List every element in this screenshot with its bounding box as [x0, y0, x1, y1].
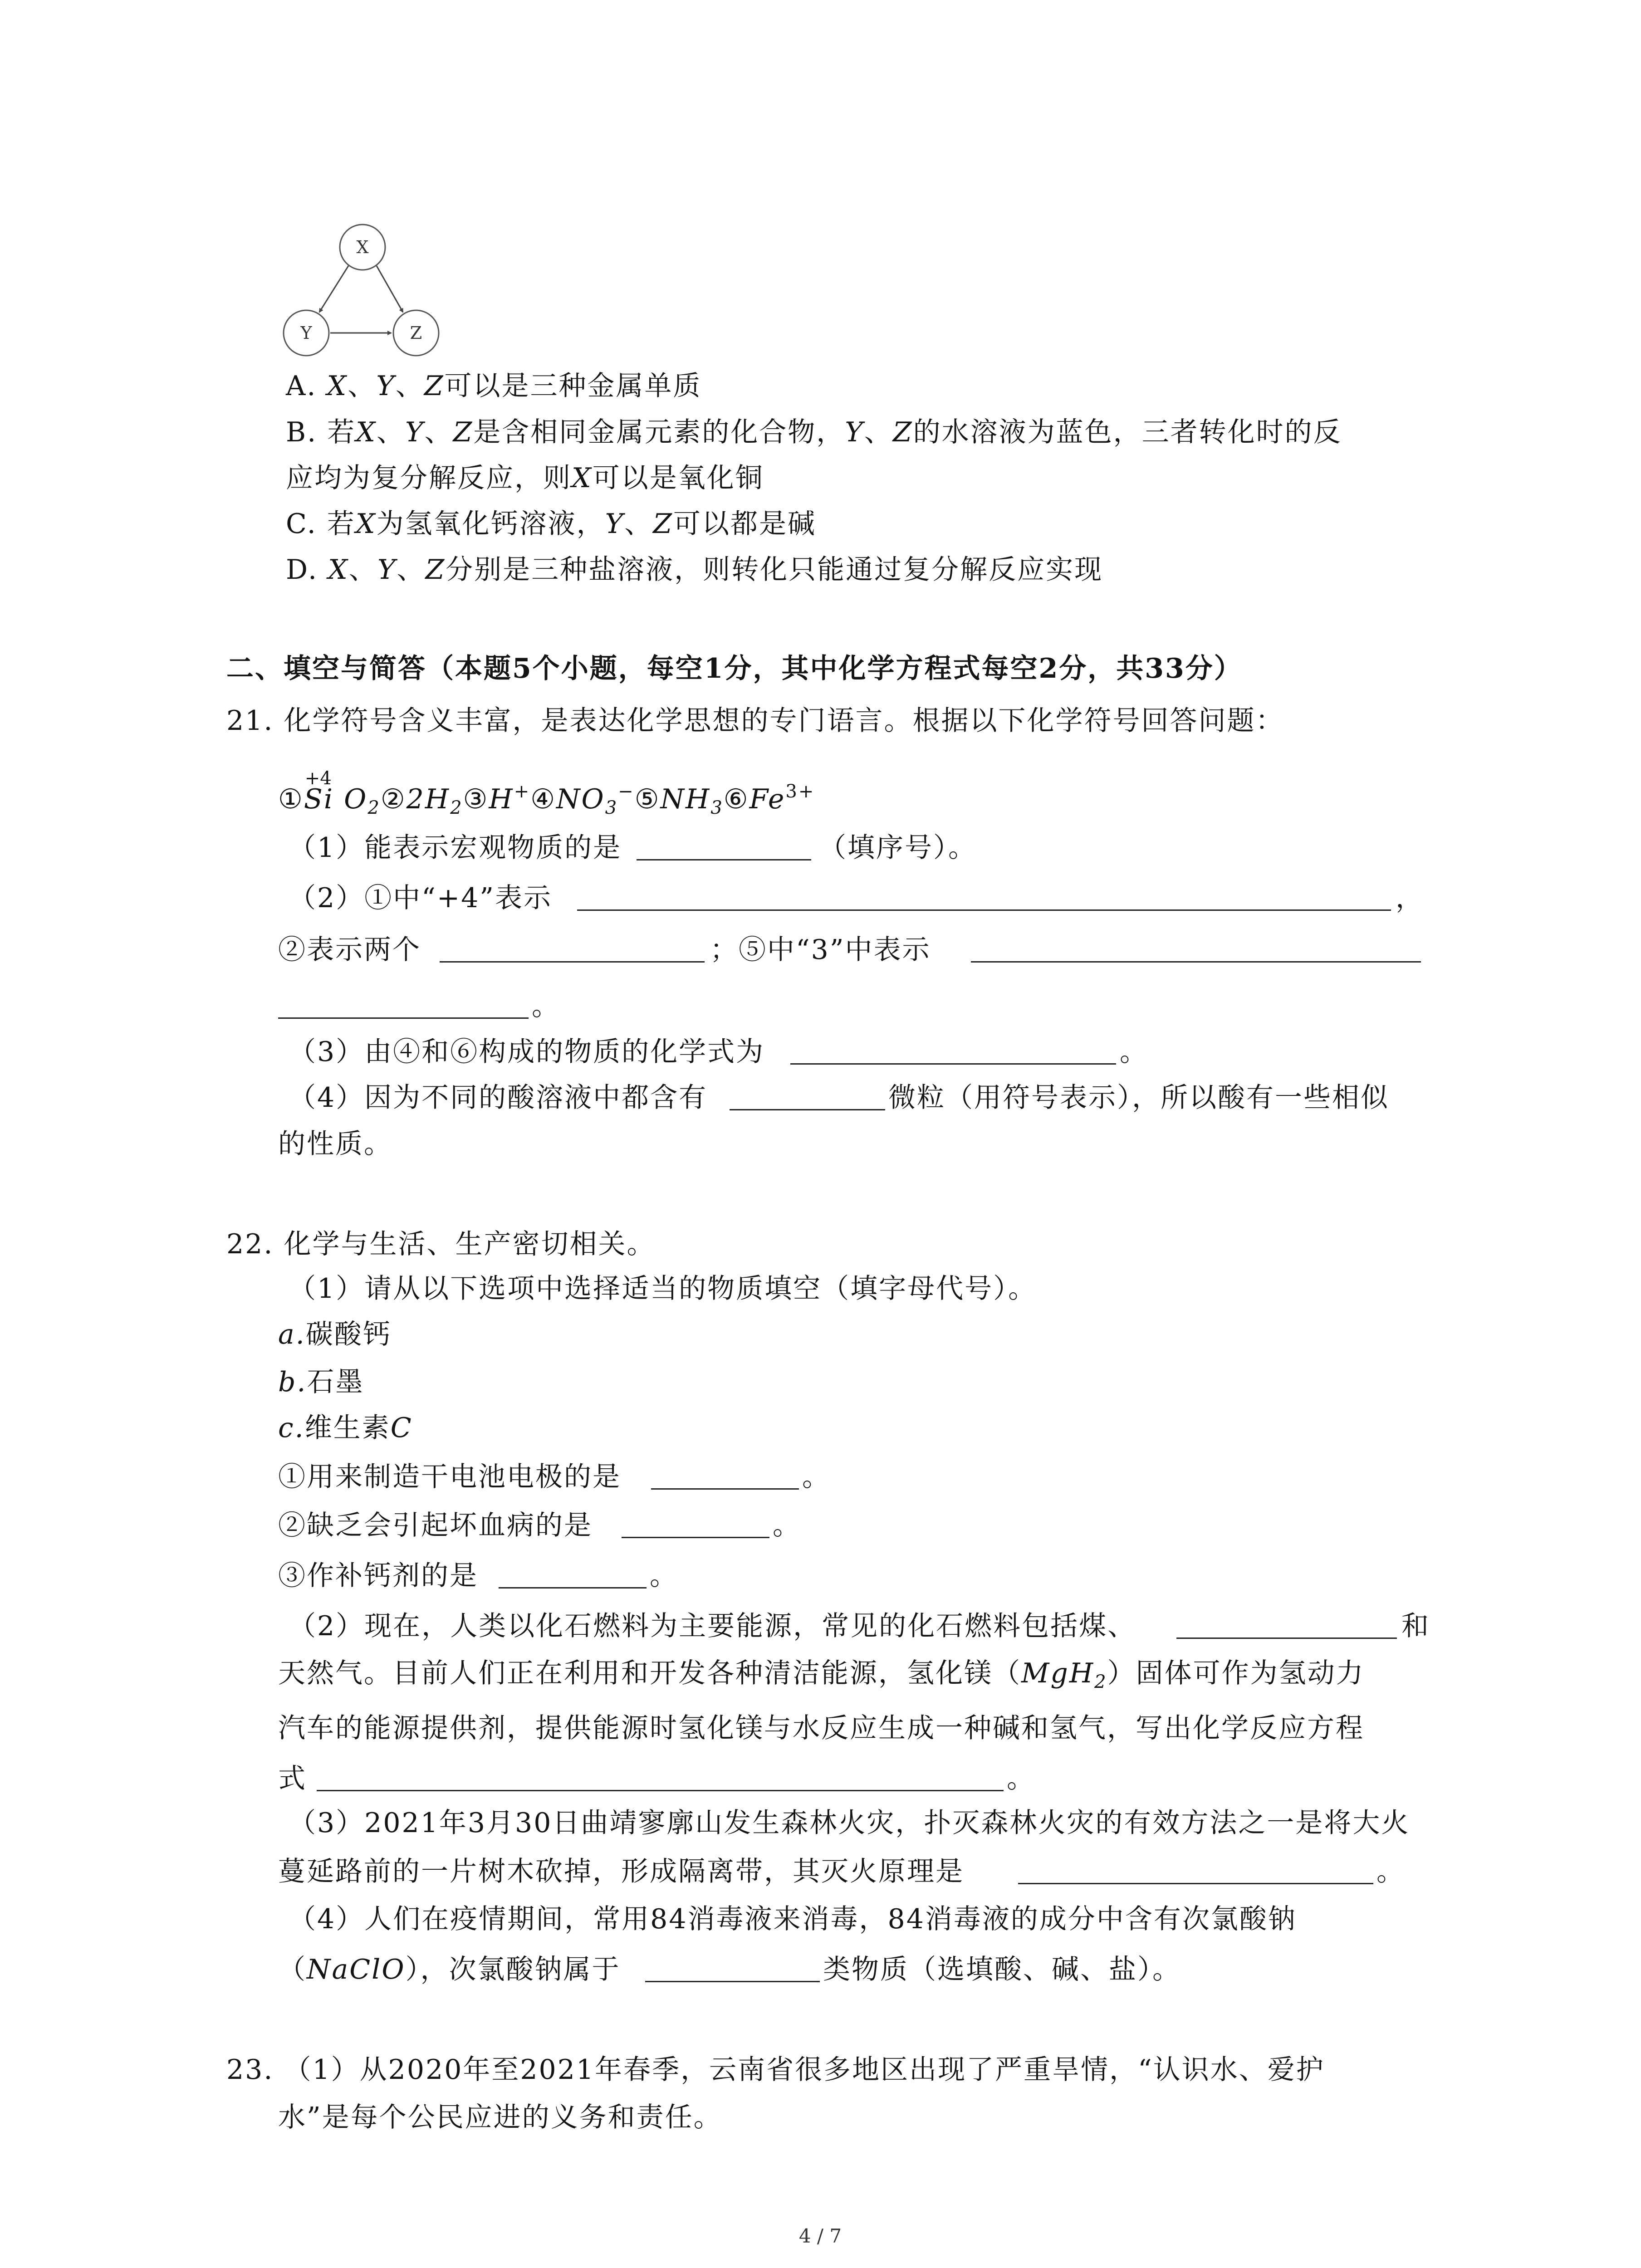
q21-sub2-line3-suffix: 。	[532, 990, 560, 1022]
node-y-label: Y	[300, 323, 312, 343]
question-number: 23.	[226, 2054, 284, 2086]
option-text: 是含相同金属元素的化合物，	[473, 416, 845, 448]
variable-z: Z	[892, 416, 913, 448]
element-symbol: NH	[660, 783, 711, 815]
q21-sub2-prompt: （2）①中“+4”表示	[289, 882, 552, 914]
q22-blank3-suffix: 。	[650, 1560, 678, 1592]
element-symbol: H	[489, 783, 514, 815]
q21-sub2-suffix: ，	[1396, 882, 1424, 914]
choice-label: c.	[278, 1412, 305, 1444]
option-text: 、	[397, 554, 426, 586]
q22-sub2-line2	[278, 1657, 1365, 1698]
option-text: 应均为复分解反应，则	[286, 462, 572, 494]
choice-text: 维生素	[304, 1412, 391, 1444]
q21-sub1-suffix: （填序号）。	[819, 832, 977, 864]
q21-sub1-prompt: （1）能表示宏观物质的是	[289, 832, 622, 864]
circled-number: ④	[530, 783, 557, 815]
choice-label: a.	[278, 1319, 306, 1350]
element-symbol: NO	[556, 783, 605, 815]
answer-blank	[1176, 1637, 1397, 1639]
answer-blank	[1018, 1883, 1373, 1884]
element-symbol: O	[334, 783, 368, 815]
chemical-formula: NaClO	[307, 1954, 406, 1985]
answer-blank	[499, 1587, 647, 1589]
coefficient: 2	[406, 783, 425, 815]
option-text: 、	[348, 370, 377, 402]
element-symbol: Si	[304, 783, 334, 815]
chemical-symbols-row	[278, 768, 815, 824]
subscript: 3	[605, 797, 618, 818]
choice-text: 碳酸钙	[305, 1319, 392, 1350]
variable-x: X	[327, 370, 348, 402]
question-23-line1	[226, 2054, 1325, 2086]
option-text: D.	[286, 554, 328, 586]
variable-x: X	[355, 508, 377, 540]
q22-sub1-stem: （1）请从以下选项中选择适当的物质填空（填字母代号）。	[289, 1273, 1037, 1305]
element-symbol: H	[425, 783, 451, 815]
section-heading: 二、填空与简答（本题5个小题，每空1分，其中化学方程式每空2分，共33分）	[226, 653, 1243, 684]
node-x-label: X	[356, 237, 369, 257]
q21-sub2-line2-mid: ；⑤中“3”中表示	[710, 934, 931, 966]
circled-number: ③	[463, 783, 489, 815]
variable-z: Z	[425, 554, 446, 586]
option-b-line2	[286, 462, 764, 494]
q22-blank2-prompt: ②缺乏会引起坏血病的是	[278, 1510, 593, 1541]
q22-sub4-line2-suffix: 类物质（选填酸、碱、盐）。	[823, 1954, 1181, 1985]
arrow-x-to-y	[319, 266, 348, 312]
option-c	[286, 508, 816, 540]
option-text: C. 若	[286, 508, 356, 540]
q22-sub3-line1: （3）2021年3月30日曲靖寥廓山发生森林火灾，扑灭森林火灾的有效方法之一是将大火	[289, 1807, 1410, 1839]
option-text: 可以是三种金属单质	[444, 370, 702, 402]
option-text: B. 若	[286, 416, 356, 448]
subscript: 2	[450, 797, 463, 818]
q21-sub2-line2-prompt: ②表示两个	[278, 934, 421, 966]
question-23-line2: 水”是每个公民应进的义务和责任。	[278, 2102, 722, 2133]
q22-sub2-line3: 汽车的能源提供剂，提供能源时氢化镁与水反应生成一种碱和氢气，写出化学反应方程	[278, 1712, 1364, 1744]
answer-blank	[971, 961, 1421, 963]
choice-a	[278, 1319, 392, 1350]
answer-blank	[651, 1488, 799, 1490]
option-d	[286, 554, 1103, 586]
option-text: 、	[348, 554, 377, 586]
q22-sub3-line2-prompt: 蔓延路前的一片树木砍掉，形成隔离带，其灭火原理是	[278, 1856, 964, 1887]
answer-blank	[645, 1981, 820, 1982]
variable-z: Z	[453, 416, 474, 448]
paragraph-text: ）固体可作为氢动力	[1107, 1657, 1365, 1689]
option-text: 、	[376, 416, 405, 448]
variable-y: Y	[605, 508, 625, 540]
q22-blank1-prompt: ①用来制造干电池电极的是	[278, 1461, 621, 1493]
transformation-diagram	[272, 213, 454, 363]
option-text: 可以是氧化铜	[592, 462, 764, 494]
choice-b	[278, 1366, 364, 1398]
question-text: （1）从2020年至2021年春季，云南省很多地区出现了严重旱情，“认识水、爱护	[284, 2054, 1325, 2086]
circled-number: ⑤	[634, 783, 661, 815]
option-text: 、	[864, 416, 893, 448]
charge-superscript: −	[618, 781, 635, 802]
silicon-with-valence	[304, 768, 334, 815]
arrow-x-to-z	[377, 266, 403, 312]
answer-blank	[577, 909, 1391, 911]
variable-y: Y	[377, 554, 397, 586]
paragraph-text: 天然气。目前人们正在利用和开发各种清洁能源，氢化镁（	[278, 1657, 1021, 1689]
paragraph-text: ），次氯酸钠属于	[405, 1954, 621, 1985]
option-text: 、	[395, 370, 424, 402]
question-text: 化学符号含义丰富，是表达化学思想的专门语言。根据以下化学符号回答问题：	[284, 705, 1284, 737]
page-number: 4 / 7	[798, 2225, 842, 2247]
option-b-line1	[286, 416, 1342, 448]
variable-y: Y	[845, 416, 864, 448]
variable-x: X	[356, 416, 377, 448]
choice-letter: C	[390, 1412, 413, 1444]
q21-sub4-suffix: 微粒（用符号表示），所以酸有一些相似	[888, 1082, 1389, 1114]
q22-sub2-line4-prompt: 式	[278, 1763, 307, 1794]
option-text: 、	[424, 416, 453, 448]
option-a	[286, 370, 702, 402]
answer-blank	[790, 1063, 1116, 1065]
question-21-stem	[226, 705, 1284, 737]
answer-blank	[440, 961, 705, 963]
choice-c	[278, 1412, 413, 1444]
variable-x: X	[572, 462, 593, 494]
variable-y: Y	[376, 370, 396, 402]
variable-z: Z	[424, 370, 445, 402]
node-z-label: Z	[410, 323, 422, 343]
answer-blank	[637, 859, 811, 860]
charge-superscript: 3+	[785, 781, 815, 802]
variable-y: Y	[405, 416, 425, 448]
option-text: 的水溶液为蓝色，三者转化时的反	[913, 416, 1342, 448]
answer-blank	[278, 1017, 529, 1019]
q22-sub2-suffix: 和	[1401, 1610, 1430, 1642]
q21-sub3-prompt: （3）由④和⑥构成的物质的化学式为	[289, 1036, 765, 1068]
choice-label: b.	[278, 1366, 307, 1398]
q22-blank3-prompt: ③作补钙剂的是	[278, 1560, 478, 1592]
q22-sub2-line4-suffix: 。	[1007, 1763, 1035, 1794]
variable-x: X	[328, 554, 349, 586]
q22-sub4-line2-prompt	[278, 1954, 621, 1985]
answer-blank	[317, 1790, 1004, 1791]
subscript: 2	[367, 797, 381, 818]
q21-sub4-continuation: 的性质。	[278, 1128, 392, 1160]
option-text: 分别是三种盐溶液，则转化只能通过复分解反应实现	[446, 554, 1103, 586]
paragraph-text: （	[278, 1954, 307, 1985]
option-text: A.	[286, 370, 327, 402]
element-symbol: Fe	[749, 783, 786, 815]
circled-number: ①	[278, 783, 304, 815]
q22-sub2-prompt: （2）现在，人类以化石燃料为主要能源，常见的化石燃料包括煤、	[289, 1610, 1136, 1642]
valence-label: +4	[304, 768, 332, 789]
answer-blank	[730, 1109, 885, 1110]
question-text: 化学与生活、生产密切相关。	[284, 1228, 656, 1260]
q22-blank1-suffix: 。	[802, 1461, 831, 1493]
question-number: 21.	[226, 705, 284, 737]
choice-text: 石墨	[307, 1366, 364, 1398]
option-text: 、	[624, 508, 653, 540]
q22-sub4-line1: （4）人们在疫情期间，常用84消毒液来消毒，84消毒液的成分中含有次氯酸钠	[289, 1903, 1297, 1935]
q22-sub3-line2-suffix: 。	[1376, 1856, 1405, 1887]
question-22-stem	[226, 1228, 656, 1260]
q22-blank2-suffix: 。	[773, 1510, 801, 1541]
charge-superscript: +	[514, 781, 531, 802]
answer-blank	[622, 1537, 769, 1538]
circled-number: ②	[380, 783, 407, 815]
variable-z: Z	[653, 508, 673, 540]
subscript: 2	[1094, 1672, 1107, 1692]
q21-sub3-suffix: 。	[1120, 1036, 1148, 1068]
question-number: 22.	[226, 1228, 284, 1260]
option-text: 为氢氧化钙溶液，	[376, 508, 605, 540]
circled-number: ⑥	[723, 783, 749, 815]
option-text: 可以都是碱	[673, 508, 816, 540]
q21-sub4-prompt: （4）因为不同的酸溶液中都含有	[289, 1082, 708, 1114]
chemical-formula: MgH	[1021, 1657, 1095, 1689]
subscript: 3	[710, 797, 724, 818]
